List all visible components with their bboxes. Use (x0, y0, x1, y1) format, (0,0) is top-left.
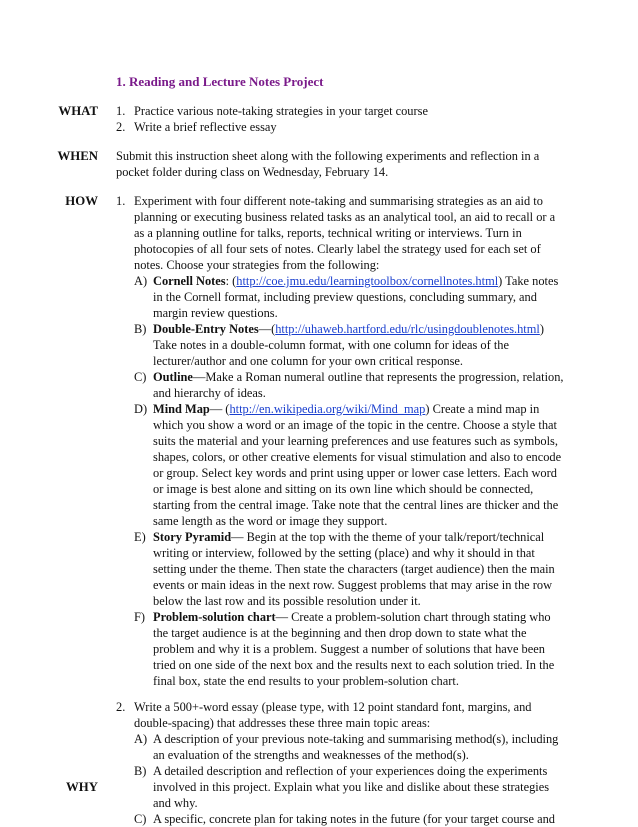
option-line: margin review questions. (153, 306, 278, 320)
option-story-pyramid-heading (153, 529, 544, 545)
option-heading-tail: ) Take notes (498, 274, 559, 288)
essay-option-line: A specific, concrete plan for taking notes in the future (for your target course and (153, 812, 555, 826)
essay-option-letter: B) (134, 764, 147, 778)
how-item2-line: double-spacing) that addresses these three main topic areas: (134, 716, 431, 730)
option-letter: C) (134, 370, 147, 384)
what-item-text: Write a brief reflective essay (134, 120, 277, 134)
option-line: the target audience is at the beginning and then drop down to state what the (153, 626, 527, 640)
option-separator: —( (258, 322, 276, 336)
option-name: Mind Map (153, 402, 210, 416)
option-line: below the last row and its possible resolution under it. (153, 594, 421, 608)
option-name: Story Pyramid (153, 530, 232, 544)
how-item1-line: Experiment with four different note-taking and summarising strategies as an aid to (134, 194, 543, 208)
double-entry-notes-link[interactable]: http://uhaweb.hartford.edu/rlc/usingdoublenotes.html (275, 322, 540, 336)
option-letter: B) (134, 322, 147, 336)
option-letter: D) (134, 402, 148, 416)
how-item-number: 2. (116, 700, 126, 714)
option-line: writing or interview, followed by the setting (place) and why it should in that (153, 546, 535, 560)
option-line: events or main ideas in the next row. Suggest problems that may arise in the row (153, 578, 553, 592)
option-line: same length as the word or image they support. (153, 514, 388, 528)
option-letter: F) (134, 610, 146, 624)
option-line: lecturer/author and one column for your own critical response. (153, 354, 464, 368)
when-text-line: pocket folder during class on Wednesday, February 14. (116, 165, 389, 179)
what-item-number: 1. (116, 104, 126, 118)
option-letter: A) (134, 274, 148, 288)
option-line: in the Cornell format, including preview questions, concluding summary, and (153, 290, 537, 304)
what-item-number: 2. (116, 120, 126, 134)
how-item1-line: photocopies of all four sets of notes. Clearly label the strategy used for each set of (134, 242, 541, 256)
how-item1-line: as a planning outline for talks, reports, technical writing or interviews. Turn in (134, 226, 522, 240)
essay-option-line: A detailed description and reflection of your experiences doing the experiments (153, 764, 548, 778)
option-double-entry-heading (153, 321, 544, 337)
option-line: final box, state the end results to your problem-solution chart. (153, 674, 459, 688)
essay-option-line: involved in this project. Explain what you like and dislike about these strategies (153, 780, 550, 794)
cornell-notes-link[interactable]: http://coe.jmu.edu/learningtoolbox/cornellnotes.html (236, 274, 499, 288)
option-name: Outline (153, 370, 193, 384)
option-mind-map-heading (153, 401, 539, 417)
option-separator: —Make a Roman numeral outline that represents the progression, relation, (192, 370, 564, 384)
what-label: WHAT (58, 104, 98, 118)
option-line: which you show a word or an image of the topic in the centre. Choose a style that (153, 418, 557, 432)
how-label: HOW (65, 194, 98, 208)
how-item1-line: planning or executing business related tasks as an analytical tool, an aid to recall or a (134, 210, 556, 224)
option-separator: — ( (209, 402, 230, 416)
option-separator: — Create a problem-solution chart through stating who (275, 610, 551, 624)
option-line: setting under the theme. Then state the characters (target audience) then the main (153, 562, 555, 576)
option-outline-heading (153, 369, 564, 385)
option-line: or group. Select key words and print using upper or lower case letters. Each word (153, 466, 557, 480)
essay-option-line: an evaluation of the strengths and weaknesses of the method(s). (153, 748, 469, 762)
how-item-number: 1. (116, 194, 126, 208)
when-text-line: Submit this instruction sheet along with the following experiments and reflection in a (116, 149, 540, 163)
option-separator: — Begin at the top with the theme of your talk/report/technical (231, 530, 545, 544)
how-item1-line: notes. Choose your strategies from the following: (134, 258, 380, 272)
essay-option-line: and why. (153, 796, 198, 810)
option-heading-tail: ) Create a mind map in (425, 402, 540, 416)
option-cornell-heading (153, 273, 558, 289)
option-heading-tail: ) (539, 322, 544, 336)
option-letter: E) (134, 530, 146, 544)
essay-option-line: A description of your previous note-taking and summarising method(s), including (153, 732, 559, 746)
option-name: Problem-solution chart (153, 610, 276, 624)
option-line: shapes, colors, or other creative elements for visual stimulation and also to encode (153, 450, 562, 464)
document-title: 1. Reading and Lecture Notes Project (116, 74, 324, 89)
what-item-text: Practice various note-taking strategies in your target course (134, 104, 428, 118)
option-line: suits the material and your learning preferences and use features such as symbols, (153, 434, 558, 448)
option-problem-solution-heading (153, 609, 551, 625)
essay-option-letter: C) (134, 812, 147, 826)
option-line: tried on one side of the next box and the results next to each solution tried. In the (153, 658, 555, 672)
why-label: WHY (66, 780, 98, 794)
option-line: starting from the central image. Take note that the central lines are thicker and the (153, 498, 559, 512)
how-item2-line: Write a 500+-word essay (please type, with 12 point standard font, margins, and (134, 700, 532, 714)
mind-map-link[interactable]: http://en.wikipedia.org/wiki/Mind_map (229, 402, 426, 416)
essay-option-letter: A) (134, 732, 148, 746)
option-line: problem and why it is a problem. Suggest a number of solutions that have been (153, 642, 545, 656)
when-label: WHEN (57, 149, 98, 163)
option-separator: : ( (225, 274, 237, 288)
option-line: Take notes in a double-column format, with one column for ideas of the (153, 338, 509, 352)
option-line: or image is best alone and sitting on its own line which should be connected, (153, 482, 534, 496)
option-name: Cornell Notes (153, 274, 226, 288)
option-name: Double-Entry Notes (153, 322, 259, 336)
option-line: and hierarchy of ideas. (153, 386, 266, 400)
